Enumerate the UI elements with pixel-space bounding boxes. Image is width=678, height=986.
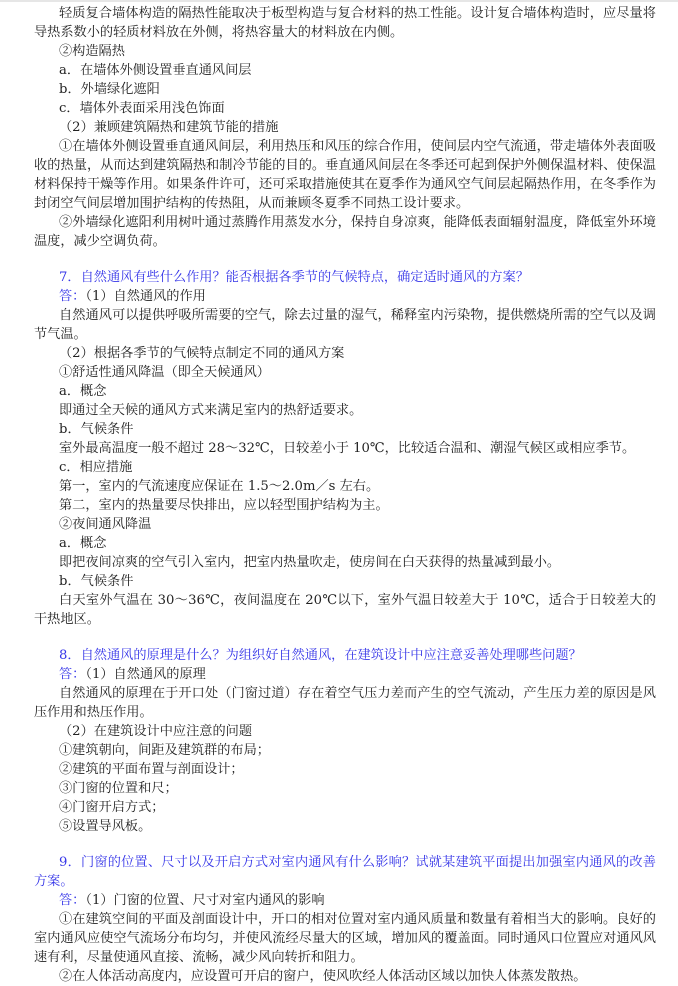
paragraph: ⑤设置导风板。 — [59, 819, 152, 834]
paragraph: ①在建筑空间的平面及剖面设计中，开口的相对位置对室内通风质量和数量有着相当大的影响。良好的室内通风应使空气流场分布均匀，并使风流经尽量大的区域，增加风的覆盖面。同时通风口位置应对通风风速有利，尽量使通风直接、流畅，减少风向转折和阻力。 — [34, 912, 656, 965]
paragraph: ①建筑朝向，间距及建筑群的布局； — [59, 743, 270, 758]
paragraph: b．外墙绿化遮阳 — [59, 82, 160, 97]
paragraph: 室外最高温度一般不超过 28～32℃，日较差小于 10℃，比较适合温和、潮湿气候区或相应季节。 — [59, 441, 636, 456]
paragraph: a．概念 — [59, 384, 107, 399]
paragraph: b．气候条件 — [59, 422, 134, 437]
answer-line — [34, 665, 656, 684]
paragraph: 即通过全天候的通风方式来满足室内的热舒适要求。 — [59, 403, 363, 418]
paragraph: ④门窗开启方式； — [59, 800, 165, 815]
paragraph: ③门窗的位置和尺； — [59, 781, 178, 796]
paragraph: 即把夜间凉爽的空气引入室内，把室内热量吹走，使房间在白天获得的热量减到最小。 — [59, 555, 561, 570]
paragraph: ②在人体活动高度内，应设置可开启的窗户，使风吹经人体活动区域以加快人体蒸发散热。 — [59, 969, 587, 984]
answer-first: （1）自然通风的作用 — [85, 289, 206, 304]
answer-line — [34, 891, 656, 910]
question-heading: 8．自然通风的原理是什么？为组织好自然通风，在建筑设计中应注意妥善处理哪些问题？ — [59, 648, 582, 663]
paragraph: （2）兼顾建筑隔热和建筑节能的措施 — [59, 120, 279, 135]
paragraph: （2）根据各季节的气候特点制定不同的通风方案 — [59, 346, 345, 361]
answer-label: 答： — [59, 893, 86, 908]
document-page — [34, 4, 656, 986]
paragraph: 第一，室内的气流速度应保证在 1.5～2.0m／s 左右。 — [59, 479, 380, 494]
paragraph: c．墙体外表面采用浅色饰面 — [59, 101, 225, 116]
answer-line — [34, 287, 656, 306]
paragraph: 自然通风可以提供呼吸所需要的空气，除去过量的湿气，稀释室内污染物，提供燃烧所需的空气以及调节气温。 — [34, 308, 656, 342]
answer-first: （1）自然通风的原理 — [85, 667, 206, 682]
paragraph: ①舒适性通风降温（即全天候通风） — [59, 365, 270, 380]
paragraph: b．气候条件 — [59, 574, 134, 589]
paragraph: 轻质复合墙体构造的隔热性能取决于板型构造与复合材料的热工性能。设计复合墙体构造时，应尽量将导热系数小的轻质材料放在外侧，将热容量大的材料放在内侧。 — [34, 6, 656, 40]
question-heading: 7．自然通风有些什么作用？能否根据各季节的气候特点，确定适时通风的方案？ — [59, 270, 529, 285]
paragraph: ②建筑的平面布置与剖面设计； — [59, 762, 244, 777]
paragraph: c．相应措施 — [59, 460, 133, 475]
paragraph: a．在墙体外侧设置垂直通风间层 — [59, 63, 252, 78]
paragraph: 白天室外气温在 30～36℃，夜间温度在 20℃以下，室外气温日较差大于 10℃，适合于日较差大的干热地区。 — [34, 593, 656, 627]
paragraph: ②外墙绿化遮阳利用树叶通过蒸腾作用蒸发水分，保持自身凉爽，能降低表面辐射温度，降低室外环境温度，减少空调负荷。 — [34, 215, 656, 249]
paragraph: 自然通风的原理在于开口处（门窗过道）存在着空气压力差而产生的空气流动，产生压力差的原因是风压作用和热压作用。 — [34, 686, 656, 720]
answer-first: （1）门窗的位置、尺寸对室内通风的影响 — [85, 893, 325, 908]
answer-label: 答： — [59, 289, 86, 304]
paragraph: 第二，室内的热量要尽快排出，应以轻型围护结构为主。 — [59, 498, 389, 513]
paragraph: ②构造隔热 — [59, 44, 125, 59]
paragraph: （2）在建筑设计中应注意的问题 — [59, 724, 253, 739]
page-top-border — [0, 0, 678, 2]
answer-label: 答： — [59, 667, 86, 682]
paragraph: ①在墙体外侧设置垂直通风间层，利用热压和风压的综合作用，使间层内空气流通，带走墙体外表面吸收的热量，从而达到建筑隔热和制冷节能的目的。垂直通风间层在冬季还可起到保护外侧保温材料、使保温材料保持干燥等作用。如果条件许可，还可采取措施使其在夏季作为通风空气间层起隔热作用，在冬季作为封闭空气间层增加围护结构的传热阻，从而兼顾冬夏季不同热工设计要求。 — [34, 139, 656, 211]
paragraph: ②夜间通风降温 — [59, 517, 152, 532]
question-heading: 9．门窗的位置、尺寸以及开启方式对室内通风有什么影响？试就某建筑平面提出加强室内通风的改善方案。 — [34, 855, 656, 889]
paragraph: a．概念 — [59, 536, 107, 551]
